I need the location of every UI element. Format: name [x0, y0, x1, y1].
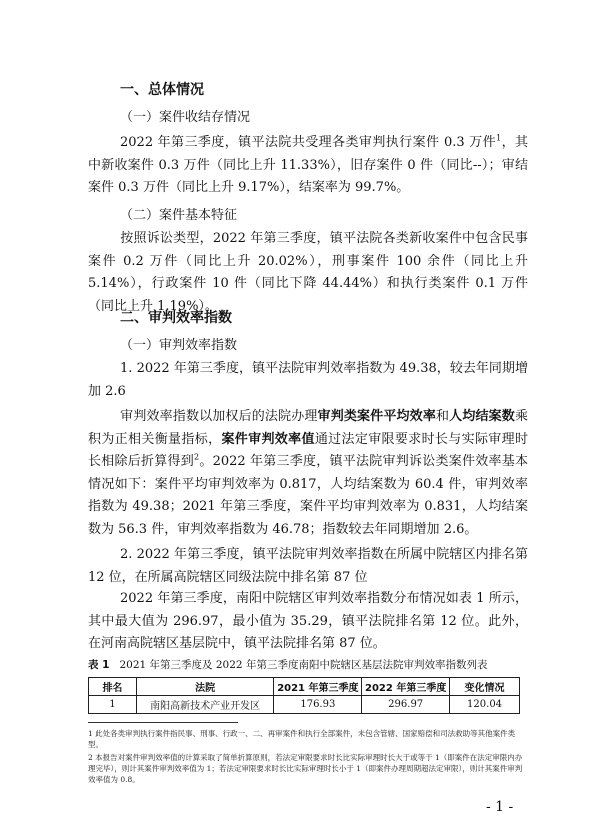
header-2021q3: 2021 年第三季度: [274, 678, 362, 696]
paragraph-efficiency-index: 1. 2022 年第三季度，镇平法院审判效率指数为 49.38，较去年同期增加 2.6: [88, 361, 528, 399]
cell-change: 120.04: [450, 696, 520, 714]
paragraph-ranking: 2. 2022 年第三季度，镇平法院审判效率指数在所属中院辖区内排名第 12 位，在所属高院辖区同级法院中排名第 87 位: [88, 547, 528, 585]
bold-term-avg-efficiency: 审判类案件平均效率: [317, 409, 436, 424]
footnote-1: 1 此处各类审判执行案件指民事、刑事、行政一、二、再审案件和执行全部案件，未包含管辖、国家赔偿和司法救助等其他案件类型。: [88, 729, 516, 749]
paragraph-distribution: 2022 年第三季度，南阳中院辖区审判效率指数分布情况如表 1 所示，其中最大值为 296.97，最小值为 35.29，镇平法院排名第 12 位。此外，在河南高院辖区基层院中，镇平法院排名第 87 位。: [88, 591, 528, 651]
section-1-subtitle-2: （二）案件基本特征: [120, 208, 238, 223]
header-2022q3: 2022 年第三季度: [362, 678, 450, 696]
table-caption: 表 1 2021 年第三季度及 2022 年第三季度南阳中院辖区基层法院审判效率指数列表: [88, 659, 488, 671]
header-change: 变化情况: [450, 678, 520, 696]
cell-rank: 1: [89, 696, 137, 714]
section-2-subtitle-1: （一）审判效率指数: [120, 338, 238, 353]
paragraph-case-summary: 2022 年第三季度，镇平法院共受理各类审判执行案件 0.3 万件$^1$，其中新收案件 0.3 万件（同比上升 11.33%），旧存案件 0 件（同比--）；审结案件 0.3 万件（同比上升 9.17%），结案率为 99.7%。: [88, 133, 528, 195]
cell-2021q3: 176.93: [274, 696, 362, 714]
footnote-ref-2[interactable]: 2: [193, 452, 200, 462]
header-court: 法院: [136, 678, 274, 696]
bold-term-per-capita: 人均结案数: [449, 409, 515, 424]
paragraph-case-features: 按照诉讼类型，2022 年第三季度，镇平法院各类新收案件中包含民事案件 0.2 万件（同比上升 20.02%），刑事案件 100 余件（同比上升 5.14%），行政案件 10 件（同比下降 44.44%）和执行类案件 0.1 万件（同比上升 1.19%）。: [88, 231, 528, 314]
footnote-divider: [88, 722, 238, 723]
bold-term-efficiency-value: 案件审判效率值: [221, 431, 315, 447]
page-number: - 1 -: [486, 799, 514, 815]
table-row: [89, 696, 520, 714]
section-1-subtitle-1: （一）案件收结存情况: [120, 110, 251, 125]
footnote-ref-1[interactable]: 1: [496, 133, 502, 143]
section-1-title: 一、总体情况: [120, 82, 204, 98]
footnote-2: 2 本报告对案件审判效率值的计算采取了简单折算原则，若法定审限要求时长比实际审理时长大于或等于 1（即案件在法定审限内办理完毕），则计其案件审判效率值为 1；若法定审限要求时长比实际审理时长小于 1（即案件办理周期超法定审限），则计其案件审判效率值为 0.8。: [88, 753, 523, 784]
table-header-row: [89, 678, 520, 696]
efficiency-table: [88, 677, 520, 714]
cell-2022q3: 296.97: [362, 696, 450, 714]
cell-court: 南阳高新技术产业开发区: [136, 696, 274, 714]
header-rank: 排名: [89, 678, 137, 696]
section-2-title: 二、审判效率指数: [120, 310, 232, 326]
paragraph-efficiency-method: 审判效率指数以加权后的法院办理审判类案件平均效率和人均结案数乘积为正相关衡量指标，案件审判效率值通过法定审限要求时长与实际审理时长相除后折算得到$^2$。2022 年第三季度，镇平法院审判诉讼类案件效率基本情况如下：案件平均审判效率为 0.817，人均结案数为 60.4 件，审判效率指数为 49.38；2021 年第三季度，案件平均审判效率为 0.831，人均结案数为 56.3 件，审判效率指数为 46.78；指数较去年同期增加 2.6。: [88, 409, 528, 537]
